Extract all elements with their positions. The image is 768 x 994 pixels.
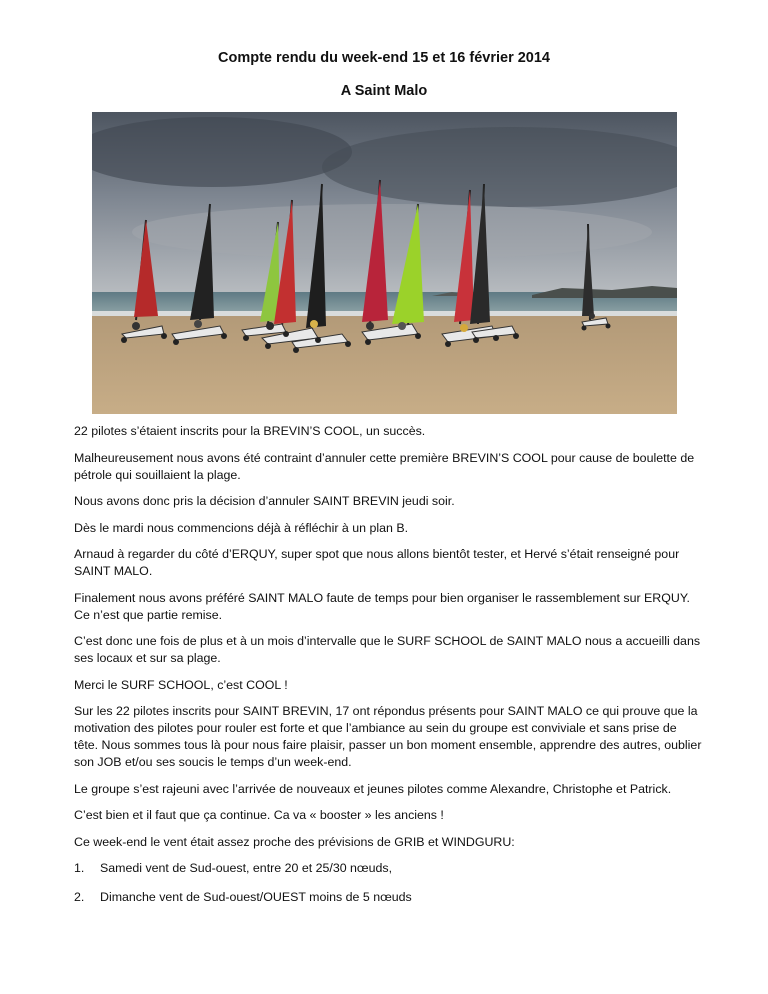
paragraph: 22 pilotes s’étaient inscrits pour la BREVIN’S COOL, un succès. xyxy=(74,424,426,438)
beach-landyachts-photo xyxy=(92,112,677,414)
list-number: 2. xyxy=(74,890,85,904)
document-title: Compte rendu du week-end 15 et 16 février 2014 xyxy=(217,50,550,66)
forecast-list xyxy=(74,860,704,906)
paragraph: Le groupe s’est rajeuni avec l’arrivée de nouveaux et jeunes pilotes comme Alexandre, Christophe et Patrick. xyxy=(74,781,672,796)
paragraph: Merci le SURF SCHOOL, c’est COOL ! xyxy=(74,677,288,692)
list-text: Samedi vent de Sud-ouest, entre 20 et 25/30 nœuds, xyxy=(100,861,393,875)
paragraph: Ce week-end le vent était assez proche des prévisions de GRIB et WINDGURU: xyxy=(74,834,515,849)
paragraph: C’est donc une fois de plus et à un mois d’intervalle que le SURF SCHOOL de SAINT MALO nous a accueilli dans ses locaux et sur sa plage. xyxy=(74,634,701,665)
paragraph: Dès le mardi nous commencions déjà à réfléchir à un plan B. xyxy=(74,520,409,535)
list-item xyxy=(74,889,704,906)
paragraph: C’est bien et il faut que ça continue. Ca va « booster » les anciens ! xyxy=(74,808,444,822)
document-body xyxy=(74,423,704,918)
paragraph: Nous avons donc pris la décision d’annuler SAINT BREVIN jeudi soir. xyxy=(74,494,455,508)
list-text: Dimanche vent de Sud-ouest/OUEST moins de 5 nœuds xyxy=(100,890,412,904)
document-subtitle: A Saint Malo xyxy=(340,83,428,99)
paragraph: Finalement nous avons préféré SAINT MALO faute de temps pour bien organiser le rassemblement sur ERQUY. Ce n’est que partie remise. xyxy=(74,590,690,622)
paragraph: Malheureusement nous avons été contraint d’annuler cette première BREVIN’S COOL pour cause de boulette de pétrole qui souillaient la plage. xyxy=(74,450,695,482)
paragraph: Arnaud à regarder du côté d’ERQUY, super spot que nous allons bientôt tester, et Hervé s’était renseigné pour SAINT MALO. xyxy=(74,547,680,578)
list-number: 1. xyxy=(74,861,85,875)
paragraph: Sur les 22 pilotes inscrits pour SAINT BREVIN, 17 ont répondus présents pour SAINT MALO ce qui prouve que la motivation des pilotes pour rouler est forte et que l’ambiance au sein du groupe est conviviale et sans prise de tête. Nous sommes tous là pour nous faire plaisir, passer un bon moment ensemble, apprendre des autres, oublier son JOB et/ou ses soucis le temps d’un week-end. xyxy=(74,704,702,769)
list-item xyxy=(74,860,704,877)
